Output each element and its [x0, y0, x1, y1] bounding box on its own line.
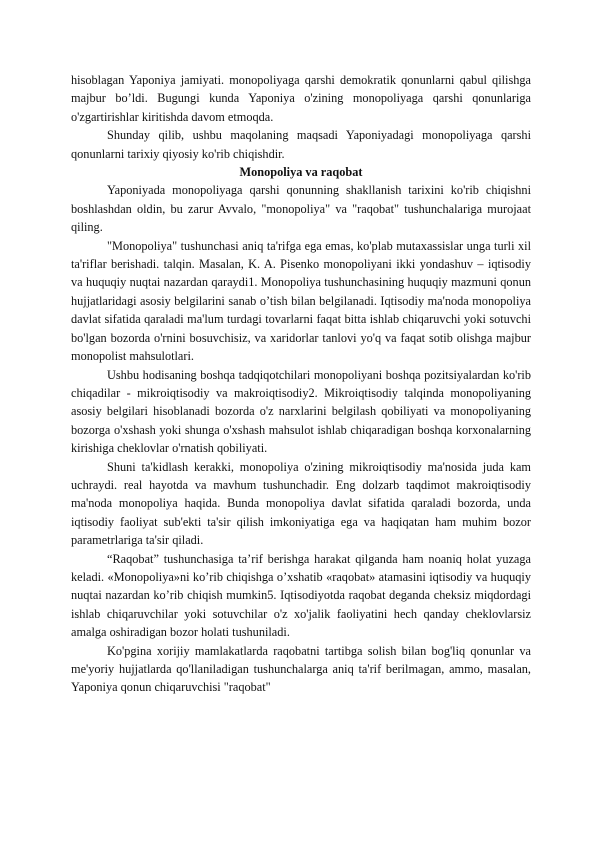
paragraph-4: "Monopoliya" tushunchasi aniq ta'rifga ega emas, ko'plab mutaxassislar unga turli xil ta'riflar berishadi. talqin. Masalan, K. A. Pisenko monopoliyani ikki yondashuv – iqtisodiy va huquqiy nuqtai nazardan qaraydi1. Monopoliya tushunchasining huquqiy mazmuni qonun hujjatlaridagi asosiy belgilarini sanab o’tish bilan belgilanadi. Iqtisodiy ma'noda monopoliya davlat sifatida qaraladi ma'lum turdagi tovarlarni faqat bitta ishlab chiqaruvchi yoki sotuvchi bo'lgan bozorda o'rnini bosuvchisiz, va xaridorlar tanlovi yo'q va faqat sotib olishga majbur monopolist mahsulotlari.: [71, 238, 531, 364]
section-heading: Monopoliya va raqobat: [239, 165, 363, 180]
paragraph-6: Shuni ta'kidlash kerakki, monopoliya o'zining mikroiqtisodiy ma'nosida juda kam uchraydi. real hayotda va mavhum tushunchadir. Eng dolzarb taqdimot makroiqtisodiy ma'noda monopoliya haqida. Bunda monopoliya davlat sifatida qaraladi bozorda, unda iqtisodiy faoliyat sub'ekti ta'sir qilish imkoniyatiga ega va haqiqatan ham muhim bozor parametrlariga ta'sir qiladi.: [71, 459, 531, 548]
paragraph-5: Ushbu hodisaning boshqa tadqiqotchilari monopoliyani boshqa pozitsiyalardan ko'rib chiqadilar - mikroiqtisodiy va makroiqtisodiy2. Mikroiqtisodiy talqinda monopoliyaning asosiy belgilari hisoblanadi bozorda o'z narxlarini belgilash qobiliyati va monopoliyaning bozorga o'xshash yoki shunga o'xshash mahsulot ishlab chiqaradigan boshqa korxonalarning kirishiga cheklovlar o'rnatish qobiliyati.: [71, 367, 531, 456]
paragraph-7: “Raqobat” tushunchasiga ta’rif berishga harakat qilganda ham noaniq holat yuzaga keladi. «Monopoliya»ni ko’rib chiqishga o’xshatib «raqobat» atamasini iqtisodiy va huquqiy nuqtai nazardan ko’rib chiqish mumkin5. Iqtisodiyotda raqobat deganda cheksiz miqdordagi ishlab chiqaruvchilar yoki sotuvchilar o'z xo'jalik faoliyatini hech qanday cheklovlarsiz amalga oshiradigan bozor holati tushuniladi.: [71, 551, 531, 640]
paragraph-1: hisoblagan Yaponiya jamiyati. monopoliyaga qarshi demokratik qonunlarni qabul qilishga majbur bo’ldi. Bugungi kunda Yaponiya o'zining monopoliyaga qarshi qonunlariga o'zgartirishlar kiritishda davom etmoqda.: [71, 73, 531, 124]
document-page: [71, 71, 531, 697]
paragraph-2: Shunday qilib, ushbu maqolaning maqsadi Yaponiyadagi monopoliyaga qarshi qonunlarni tarixiy qiyosiy ko'rib chiqishdir.: [71, 128, 531, 161]
paragraph-3: Yaponiyada monopoliyaga qarshi qonunning shakllanish tarixini ko'rib chiqishni boshlashdan oldin, bu zarur Avvalo, "monopoliya" va "raqobat" tushunchalariga murojaat qiling.: [71, 183, 531, 235]
paragraph-8: Ko'pgina xorijiy mamlakatlarda raqobatni tartibga solish bilan bog'liq qonunlar va me'yoriy hujjatlarda qo'llaniladigan tushunchalarga aniq ta'rif berilmagan, ammo, masalan, Yaponiya qonun chiqaruvchisi "raqobat": [71, 643, 531, 695]
